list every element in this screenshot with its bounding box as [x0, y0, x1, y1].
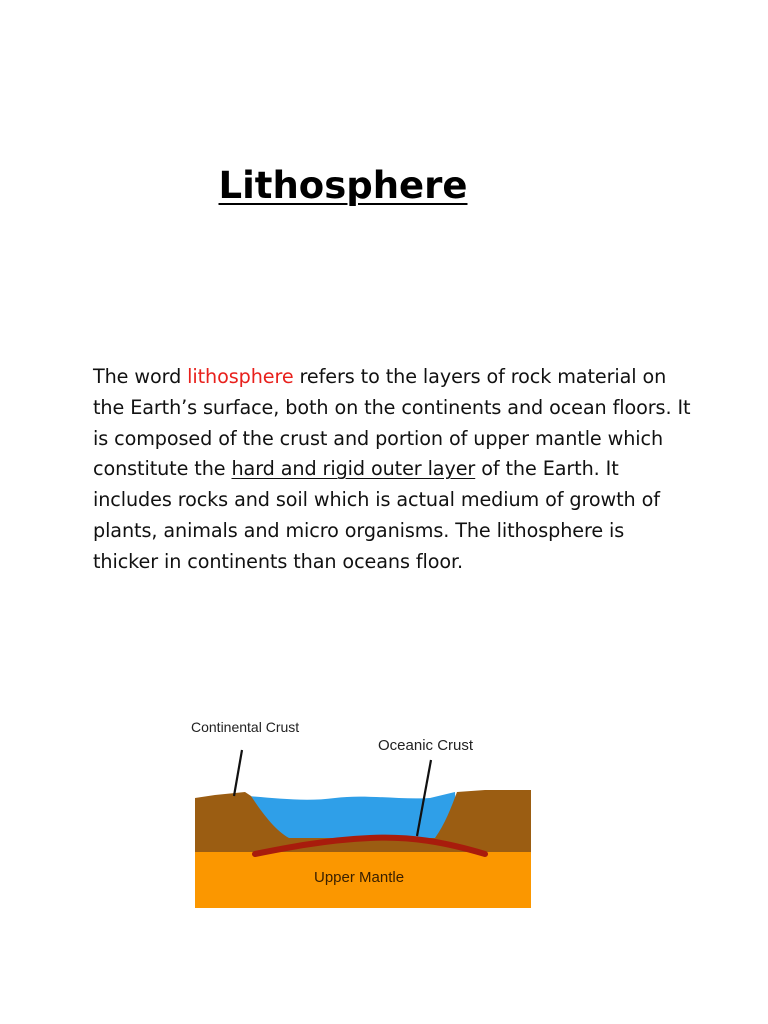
upper-mantle-label: Upper Mantle	[314, 869, 405, 886]
highlighted-term: lithosphere	[187, 365, 294, 388]
paragraph-text-middle: refers to the layers of rock material on the Earth’s surface, both on the continents and ocean floors. It is composed of the crust and portion of upper mantle which constitute the	[93, 365, 691, 481]
page-title: Lithosphere	[218, 164, 468, 207]
continental-crust-pointer	[234, 750, 242, 796]
body-paragraph	[93, 362, 693, 578]
lithosphere-diagram-svg	[185, 712, 545, 917]
underlined-phrase: hard and rigid outer layer	[231, 457, 476, 481]
paragraph-text-end: of the Earth. It includes rocks and soil which is actual medium of growth of plants, animals and micro organisms. The lithosphere is thicker in continents than oceans floor.	[93, 457, 660, 573]
lithosphere-diagram	[185, 712, 545, 917]
oceanic-crust-label: Oceanic Crust	[378, 737, 474, 754]
continental-crust-label: Continental Crust	[191, 719, 300, 735]
paragraph-text-start: The word	[93, 365, 188, 388]
